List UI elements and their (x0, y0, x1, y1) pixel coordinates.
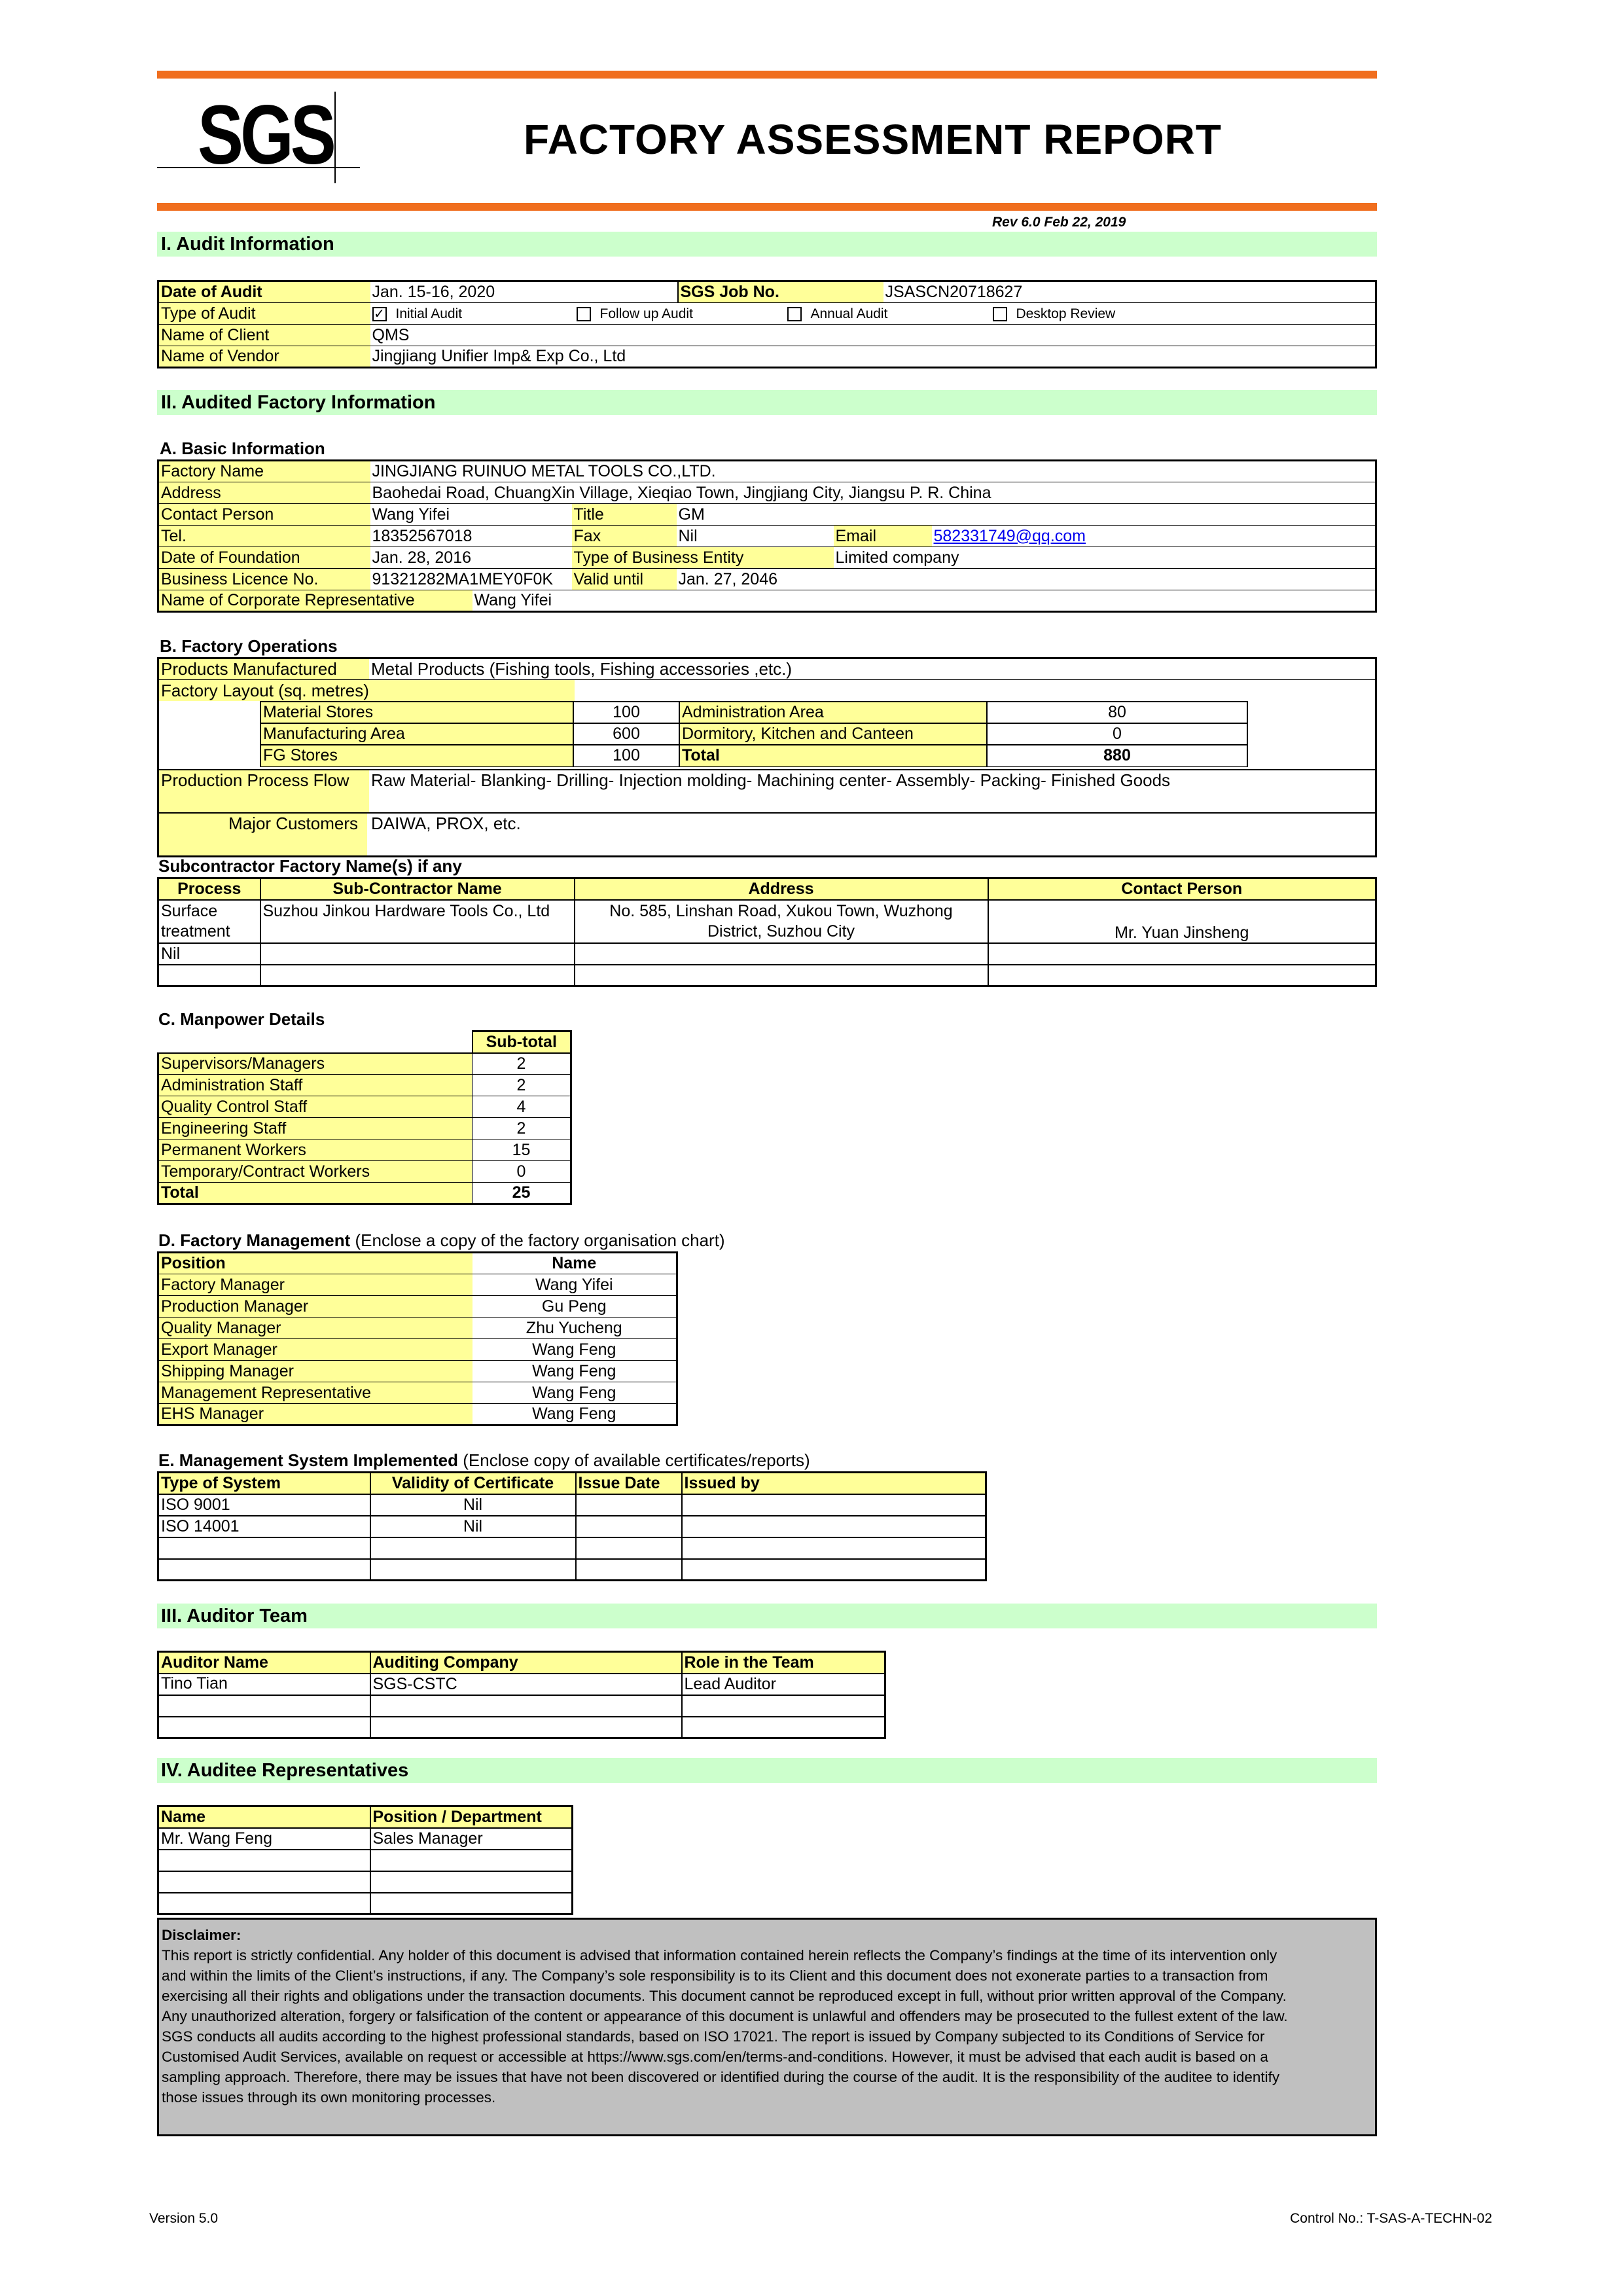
table-row (158, 1274, 677, 1296)
mgmt-position: EHS Manager (158, 1404, 473, 1426)
table-row (158, 1850, 573, 1871)
basic-info-heading: A. Basic Information (160, 439, 325, 458)
factory-operations-box (157, 657, 1377, 857)
tel-label: Tel. (158, 526, 370, 547)
table-row (158, 1053, 571, 1075)
audit-info-table (157, 280, 1377, 368)
mgmt-position: Factory Manager (158, 1274, 473, 1296)
disclaimer-line: Any unauthorized alteration, forgery or falsification of the content or appearance of this document is unlawful and offenders may be prosecuted to the fullest extent of the law. (162, 2008, 1288, 2024)
dormitory-value: 0 (987, 723, 1247, 745)
logo-text: SGS (198, 88, 333, 182)
checkbox-icon[interactable] (577, 307, 591, 321)
header-top-bar (157, 71, 1377, 79)
disclaimer-line: exercising all their rights and obligations under the transaction documents. This document cannot be reproduced except in full, without prior written approval of the Company. (162, 1988, 1287, 2004)
entity-type-label (572, 547, 834, 569)
mgmt-name: Wang Feng (473, 1382, 677, 1404)
client-label: Name of Client (158, 325, 370, 346)
section-auditee-representatives: IV. Auditee Representatives (157, 1758, 1377, 1783)
date-of-audit-label: Date of Audit (158, 281, 370, 303)
table-row (158, 1096, 571, 1118)
sgs-logo (157, 88, 360, 183)
email-value[interactable] (932, 526, 1376, 547)
manpower-heading: C. Manpower Details (158, 1009, 325, 1029)
manpower-label: Supervisors/Managers (158, 1053, 473, 1075)
licence-label: Business Licence No. (158, 569, 370, 590)
management-table (157, 1251, 678, 1426)
auditee-table (157, 1805, 573, 1915)
auditor-col-name: Auditor Name (158, 1652, 370, 1674)
job-no-value: JSASCN20718627 (883, 281, 1376, 303)
basic-info-table (157, 459, 1377, 613)
title-value: GM (677, 504, 1376, 526)
manpower-value: 2 (473, 1075, 571, 1096)
sub-col-address: Address (575, 878, 988, 900)
valid-until-value: Jan. 27, 2046 (677, 569, 1376, 590)
table-row (158, 1139, 571, 1161)
checkbox-checked-icon[interactable]: ✓ (372, 307, 387, 321)
mgmt-name: Wang Feng (473, 1339, 677, 1361)
fax-label: Fax (572, 526, 677, 547)
process-flow-label: Production Process Flow (159, 770, 369, 812)
manpower-label: Temporary/Contract Workers (158, 1161, 473, 1183)
entity-type-value-text: Limited company (835, 548, 959, 567)
sub-row2-process: Nil (158, 943, 260, 965)
mgmt-col-name: Name (473, 1253, 677, 1274)
entity-type-value (834, 547, 1376, 569)
disclaimer-line: This report is strictly confidential. Any holder of this document is advised that information contained herein reflects the Company’s findings at the time of its intervention only (162, 1947, 1277, 1964)
products-label: Products Manufactured (159, 659, 369, 680)
management-heading: D. Factory Management (Enclose a copy of the factory organisation chart) (158, 1230, 725, 1250)
address-value: Baohedai Road, ChuangXin Village, Xieqiao Town, Jingjiang City, Jiangsu P. R. China (370, 482, 1376, 504)
admin-area-value: 80 (987, 702, 1247, 723)
table-row (158, 1339, 677, 1361)
title-label: Title (572, 504, 677, 526)
mgmt-name: Wang Yifei (473, 1274, 677, 1296)
vendor-label: Name of Vendor (158, 346, 370, 368)
auditor-role: Lead Auditor (682, 1674, 885, 1695)
ms-col-validity: Validity of Certificate (370, 1473, 576, 1494)
sub-col-contact: Contact Person (988, 878, 1376, 900)
section-auditor-team: III. Auditor Team (157, 1604, 1377, 1628)
mgmt-col-position: Position (158, 1253, 473, 1274)
vendor-value: Jingjiang Unifier Imp& Exp Co., Ltd (370, 346, 1376, 368)
mgmt-name: Gu Peng (473, 1296, 677, 1318)
entity-type-label-text: Type of Business Entity (573, 548, 744, 567)
foundation-value: Jan. 28, 2016 (370, 547, 572, 569)
sub-row1-name: Suzhou Jinkou Hardware Tools Co., Ltd (260, 900, 575, 943)
disclaimer-title: Disclaimer: (162, 1927, 241, 1943)
header-bottom-bar (157, 203, 1377, 211)
table-row (158, 1404, 677, 1426)
job-no-label: SGS Job No. (678, 281, 883, 303)
manpower-subtotal-header: Sub-total (473, 1031, 571, 1053)
manpower-value: 4 (473, 1096, 571, 1118)
corporate-rep-label: Name of Corporate Representative (158, 590, 473, 612)
sub-row1-contact: Mr. Yuan Jinsheng (988, 900, 1376, 943)
tel-value: 18352567018 (370, 526, 572, 547)
manpower-total-label: Total (158, 1183, 473, 1204)
table-row (158, 1118, 571, 1139)
mgmt-position: Management Representative (158, 1382, 473, 1404)
fg-stores-label: FG Stores (260, 745, 573, 766)
manpower-label: Engineering Staff (158, 1118, 473, 1139)
subcontractor-heading: Subcontractor Factory Name(s) if any (158, 856, 462, 876)
ms-validity: Nil (370, 1516, 576, 1537)
sub-col-process: Process (158, 878, 260, 900)
footer-control-no: Control No.: T-SAS-A-TECHN-02 (1290, 2211, 1492, 2226)
factory-layout-table (260, 701, 1248, 767)
management-system-heading: E. Management System Implemented (Enclose copy of available certificates/reports) (158, 1450, 810, 1470)
table-row (158, 1717, 885, 1738)
mgmt-position: Quality Manager (158, 1318, 473, 1339)
table-row (158, 943, 1376, 965)
manpower-value: 15 (473, 1139, 571, 1161)
corporate-rep-value: Wang Yifei (473, 590, 1376, 612)
auditor-team-table (157, 1651, 886, 1739)
ms-col-issued-by: Issued by (682, 1473, 986, 1494)
material-stores-value: 100 (573, 702, 679, 723)
mgmt-position: Production Manager (158, 1296, 473, 1318)
auditor-col-role: Role in the Team (682, 1652, 885, 1674)
table-row (158, 1318, 677, 1339)
layout-total-value: 880 (987, 745, 1247, 766)
ms-validity: Nil (370, 1494, 576, 1516)
fg-stores-value: 100 (573, 745, 679, 766)
disclaimer-line: SGS conducts all audits according to the highest professional standards, based on ISO 17021. The report is issued by Company subjected to its Conditions of Service for (162, 2028, 1265, 2045)
subcontractor-table (157, 877, 1377, 987)
email-label: Email (834, 526, 932, 547)
type-of-audit-label: Type of Audit (158, 303, 370, 325)
mgmt-name: Wang Feng (473, 1404, 677, 1426)
management-system-table (157, 1471, 987, 1581)
sub-row1-process: Surface treatment (158, 900, 260, 943)
ms-type: ISO 9001 (158, 1494, 370, 1516)
disclaimer-line: sampling approach. Therefore, there may be issues that have not been discovered or identified during the course of the audit. It is the responsibility of the auditee to identify (162, 2069, 1280, 2085)
table-row (158, 1828, 573, 1850)
ms-col-issue-date: Issue Date (576, 1473, 682, 1494)
valid-until-label: Valid until (572, 569, 677, 590)
manpower-value: 2 (473, 1118, 571, 1139)
mgmt-name: Wang Feng (473, 1361, 677, 1382)
table-row (158, 1382, 677, 1404)
disclaimer-line: Customised Audit Services, available on request or accessible at https://www.sgs.com/en/terms-and-conditions. However, it must be advised that each audit is based on a (162, 2049, 1268, 2065)
audit-type-options (370, 303, 1376, 325)
factory-layout-label: Factory Layout (sq. metres) (159, 680, 575, 701)
table-row (158, 1871, 573, 1893)
auditor-company: SGS-CSTC (370, 1674, 682, 1695)
table-row (158, 1075, 571, 1096)
table-row (158, 965, 1376, 986)
auditee-name: Mr. Wang Feng (158, 1828, 370, 1850)
disclaimer-line: those issues through its own monitoring processes. (162, 2089, 496, 2106)
audit-type-annual[interactable]: Annual Audit (787, 304, 993, 323)
table-row (158, 1361, 677, 1382)
material-stores-label: Material Stores (260, 702, 573, 723)
contact-person-value: Wang Yifei (370, 504, 572, 526)
table-row (158, 1494, 986, 1516)
auditee-position: Sales Manager (370, 1828, 573, 1850)
factory-name-label: Factory Name (158, 461, 370, 482)
manpower-label: Permanent Workers (158, 1139, 473, 1161)
manpower-total-value: 25 (473, 1183, 571, 1204)
section-audit-information: I. Audit Information (157, 232, 1377, 257)
auditee-col-name: Name (158, 1806, 370, 1828)
mgmt-name: Zhu Yucheng (473, 1318, 677, 1339)
manpower-value: 2 (473, 1053, 571, 1075)
manpower-value: 0 (473, 1161, 571, 1183)
mgmt-position: Export Manager (158, 1339, 473, 1361)
audit-type-followup[interactable]: Follow up Audit (577, 304, 787, 323)
audit-type-initial[interactable]: ✓ Initial Audit (372, 304, 577, 323)
table-row (158, 1161, 571, 1183)
table-row (158, 900, 1376, 943)
table-row (158, 1516, 986, 1537)
fax-value: Nil (677, 526, 834, 547)
auditor-name: Tino Tian (158, 1674, 370, 1695)
sub-row1-address: No. 585, Linshan Road, Xukou Town, Wuzhong District, Suzhou City (575, 900, 988, 943)
auditee-col-position: Position / Department (370, 1806, 573, 1828)
mgmt-position: Shipping Manager (158, 1361, 473, 1382)
auditor-col-company: Auditing Company (370, 1652, 682, 1674)
page-title: FACTORY ASSESSMENT REPORT (524, 116, 1222, 163)
table-row (158, 1893, 573, 1914)
manpower-label: Quality Control Staff (158, 1096, 473, 1118)
section-audited-factory: II. Audited Factory Information (157, 390, 1377, 415)
table-row (158, 1695, 885, 1717)
checkbox-icon[interactable] (993, 307, 1007, 321)
manpower-label: Administration Staff (158, 1075, 473, 1096)
footer-version: Version 5.0 (149, 2211, 219, 2226)
layout-total-label: Total (679, 745, 987, 766)
client-value: QMS (370, 325, 1376, 346)
factory-operations-heading: B. Factory Operations (160, 636, 338, 656)
ms-type: ISO 14001 (158, 1516, 370, 1537)
email-link[interactable]: 582331749@qq.com (933, 526, 1086, 545)
disclaimer-line: and within the limits of the Client’s instructions, if any. The Company’s sole responsibility is to its Client and this document does not exonerate parties to a transaction from (162, 1967, 1268, 1984)
manufacturing-area-value: 600 (573, 723, 679, 745)
major-customers-value: DAIWA, PROX, etc. (371, 814, 521, 833)
ms-col-type: Type of System (158, 1473, 370, 1494)
sub-col-name: Sub-Contractor Name (260, 878, 575, 900)
table-row (158, 1559, 986, 1581)
licence-value: 91321282MA1MEY0F0K (370, 569, 572, 590)
table-row (158, 1674, 885, 1695)
major-customers-label: Major Customers (159, 814, 367, 855)
date-of-audit-value: Jan. 15-16, 2020 (370, 281, 678, 303)
admin-area-label: Administration Area (679, 702, 987, 723)
checkbox-icon[interactable] (787, 307, 802, 321)
table-row (158, 1537, 986, 1559)
table-row (158, 1183, 571, 1204)
audit-type-desktop[interactable]: Desktop Review (993, 304, 1122, 323)
manpower-table (157, 1030, 572, 1205)
revision-label: Rev 6.0 Feb 22, 2019 (992, 215, 1126, 230)
dormitory-label: Dormitory, Kitchen and Canteen (679, 723, 987, 745)
process-flow-value: Raw Material- Blanking- Drilling- Injection molding- Machining center- Assembly- Packing- Finished Goods (371, 770, 1171, 790)
manufacturing-area-label: Manufacturing Area (260, 723, 573, 745)
products-value: Metal Products (Fishing tools, Fishing accessories ,etc.) (371, 659, 793, 679)
foundation-label: Date of Foundation (158, 547, 370, 569)
table-row (158, 1296, 677, 1318)
factory-name-value: JINGJIANG RUINUO METAL TOOLS CO.,LTD. (370, 461, 1376, 482)
contact-person-label: Contact Person (158, 504, 370, 526)
disclaimer-box (157, 1918, 1377, 2136)
address-label: Address (158, 482, 370, 504)
